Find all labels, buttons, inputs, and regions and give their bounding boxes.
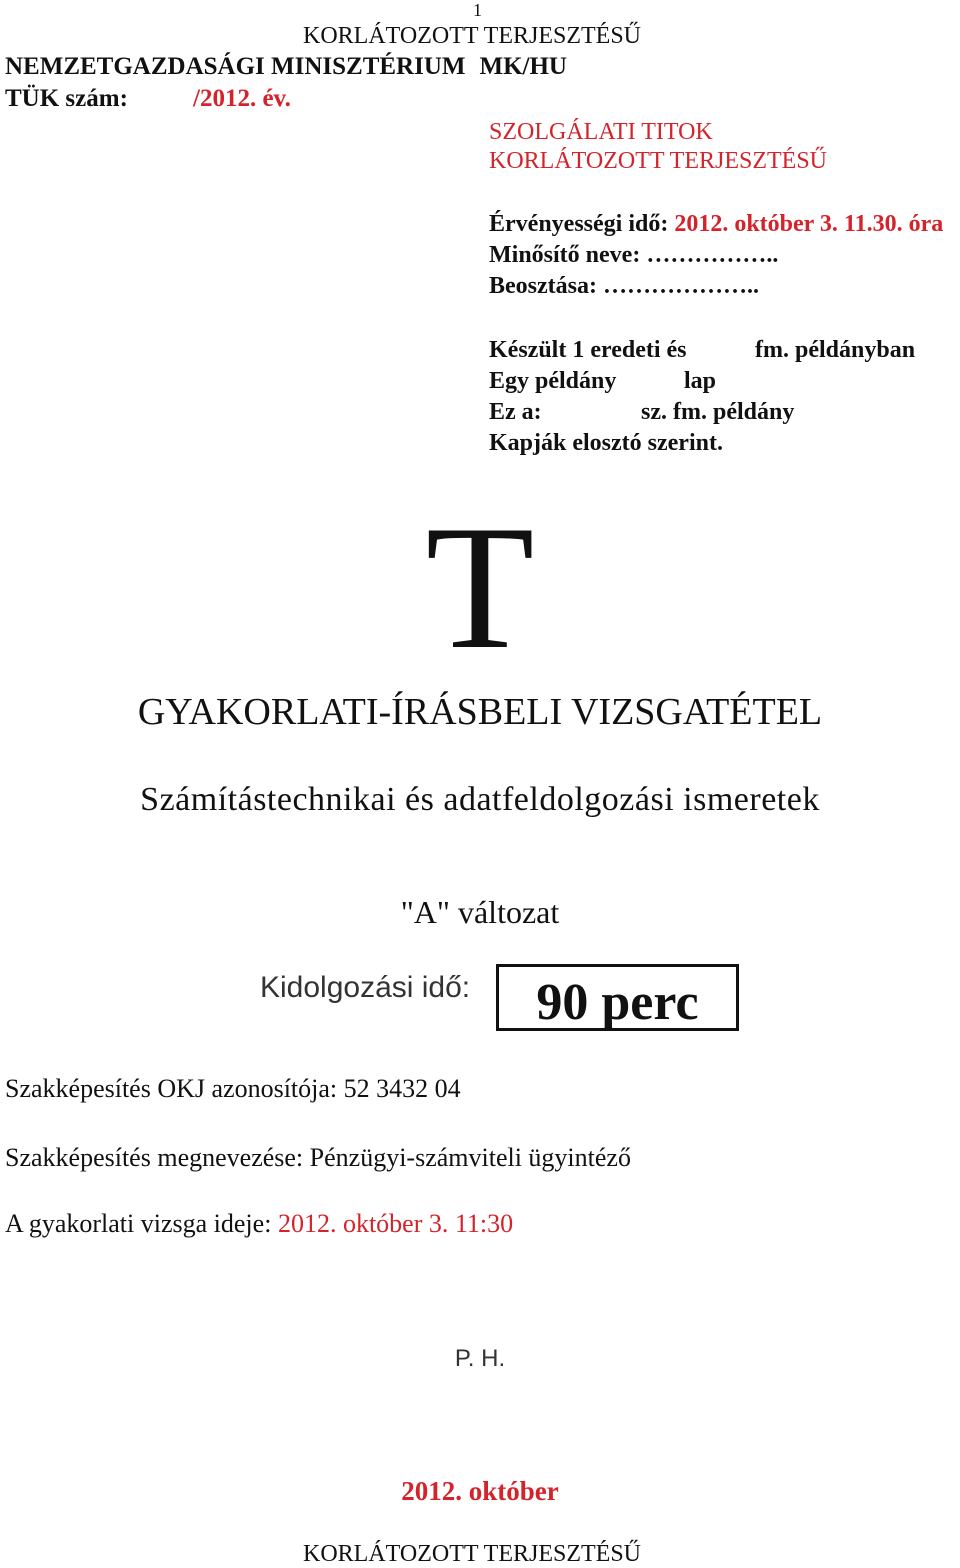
exam-date-value: 2012. október 3. 11:30 [277,1209,514,1238]
one-copy-line [489,367,717,395]
this-copy-line [489,398,795,426]
restricted-label: KORLÁTOZOTT TERJESZTÉSŰ [489,148,828,174]
distribution-line: Kapják elosztó szerint. [489,430,723,456]
issue-date: 2012. október [401,1476,559,1506]
exam-title: GYAKORLATI-ÍRÁSBELI VIZSGATÉTEL [137,691,823,733]
top-classification: KORLÁTOZOTT TERJESZTÉSŰ [303,23,642,49]
duration-box [496,964,739,1031]
exam-date-line [5,1209,513,1239]
ministry-name: NEMZETGAZDASÁGI MINISZTÉRIUM [5,53,466,80]
exam-date-label: A gyakorlati vizsga ideje: [5,1209,272,1238]
tuk-line [5,84,291,114]
secret-label: SZOLGÁLATI TITOK [489,119,713,145]
okj-label: Szakképesítés OKJ azonosítója: [5,1074,338,1103]
copies-made-suffix: fm. példányban [755,337,916,363]
this-copy-suffix: sz. fm. példány [641,399,795,425]
duration-label: Kidolgozási idő: [260,971,471,1004]
pages-suffix: lap [684,368,717,394]
classifier-name: Minősítő neve: …………….. [489,242,779,268]
tuk-label: TÜK szám: [5,85,128,112]
bottom-classification: KORLÁTOZOTT TERJESZTÉSŰ [303,1541,642,1567]
copies-made [489,336,916,364]
validity-line [489,210,943,238]
qualification-value: Pénzügyi-számviteli ügyintéző [309,1143,631,1172]
copies-made-prefix: Készült 1 eredeti és [489,337,687,363]
validity-label: Érvényességi idő: [489,211,669,237]
stamp-placeholder: P. H. [454,1345,506,1372]
big-letter-t: T [425,488,535,686]
one-copy-label: Egy példány [489,368,617,394]
variant: "A" változat [400,894,560,930]
position-line: Beosztása: ……………….. [489,273,759,299]
validity-value: 2012. október 3. 11.30. óra [674,211,944,237]
tuk-value: /2012. év. [193,85,291,112]
qualification-line [5,1143,631,1173]
okj-value: 52 3432 04 [343,1074,461,1103]
qualification-label: Szakképesítés megnevezése: [5,1143,304,1172]
this-copy-label: Ez a: [489,399,542,425]
ministry-code: MK/HU [479,53,567,80]
page-number: 1 [473,0,482,20]
duration-value: 90 perc [536,974,699,1031]
okj-line [5,1074,461,1104]
ministry-line [5,52,567,82]
subject: Számítástechnikai és adatfeldolgozási ismeretek [140,781,820,818]
